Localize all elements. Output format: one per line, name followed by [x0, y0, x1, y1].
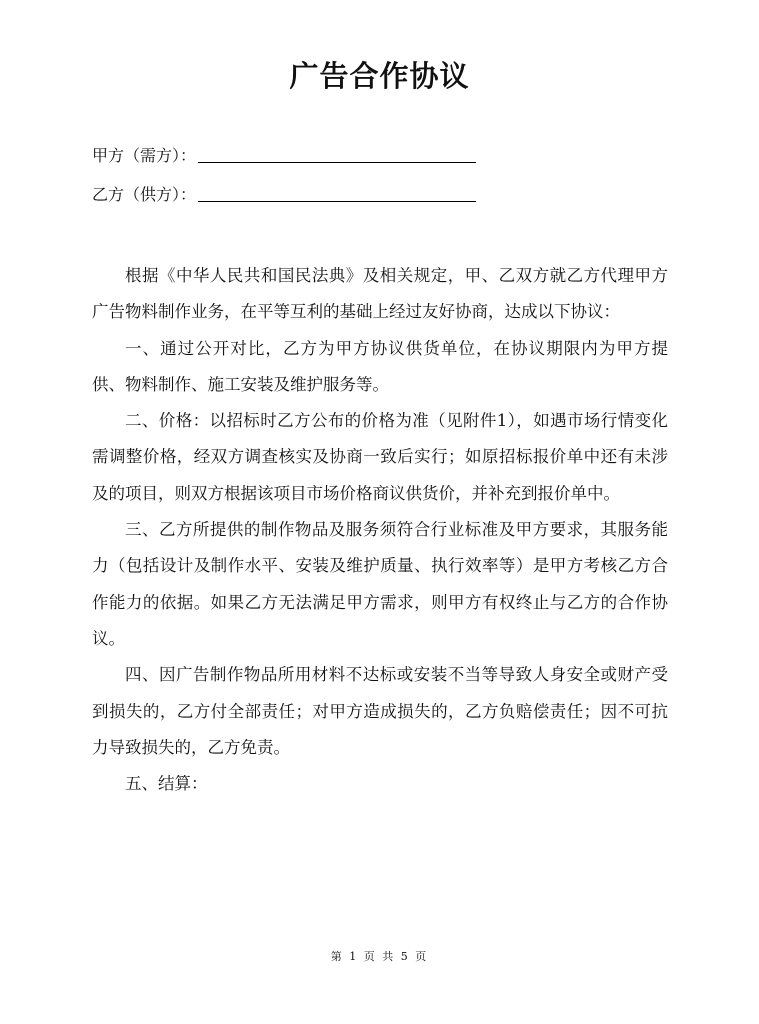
- party-b-field: [92, 181, 476, 209]
- clause-3-paragraph: 三、乙方所提供的制作物品及服务须符合行业标准及甲方要求，其服务能力（包括设计及制作水平、安装及维护质量、执行效率等）是甲方考核乙方合作能力的依据。如果乙方无法满足甲方需求，则甲方有权终止与乙方的合作协议。: [92, 520, 668, 648]
- document-title: 广告合作协议: [289, 59, 470, 93]
- party-a-field: [92, 142, 476, 170]
- party-a-label: 甲方（需方）：: [92, 146, 197, 165]
- clause-5-heading: 五、结算：: [125, 774, 208, 794]
- party-a-blank-line: [198, 142, 476, 163]
- clause-1-paragraph: 一、通过公开对比，乙方为甲方协议供货单位，在协议期限内为甲方提供、物料制作、施工安装及维护服务等。: [92, 338, 668, 394]
- agreement-body: [92, 258, 668, 802]
- clause-4-paragraph: 四、因广告制作物品所用材料不达标或安装不当等导致人身安全或财产受到损失的，乙方付全部责任；对甲方造成损失的，乙方负赔偿责任；因不可抗力导致损失的，乙方免责。: [92, 665, 668, 757]
- preamble-paragraph: 根据《中华人民共和国民法典》及相关规定，甲、乙双方就乙方代理甲方广告物料制作业务，在平等互利的基础上经过友好协商，达成以下协议：: [92, 266, 668, 322]
- party-b-blank-line: [198, 181, 476, 202]
- party-b-label: 乙方（供方）：: [92, 185, 197, 204]
- clause-2-paragraph: 二、价格：以招标时乙方公布的价格为准（见附件1），如遇市场行情变化需调整价格，经双方调查核实及协商一致后实行；如原招标报价单中还有未涉及的项目，则双方根据该项目市场价格商议供货价，并补充到报价单中。: [92, 411, 668, 503]
- page-footer: 第 1 页 共 5 页: [330, 950, 429, 963]
